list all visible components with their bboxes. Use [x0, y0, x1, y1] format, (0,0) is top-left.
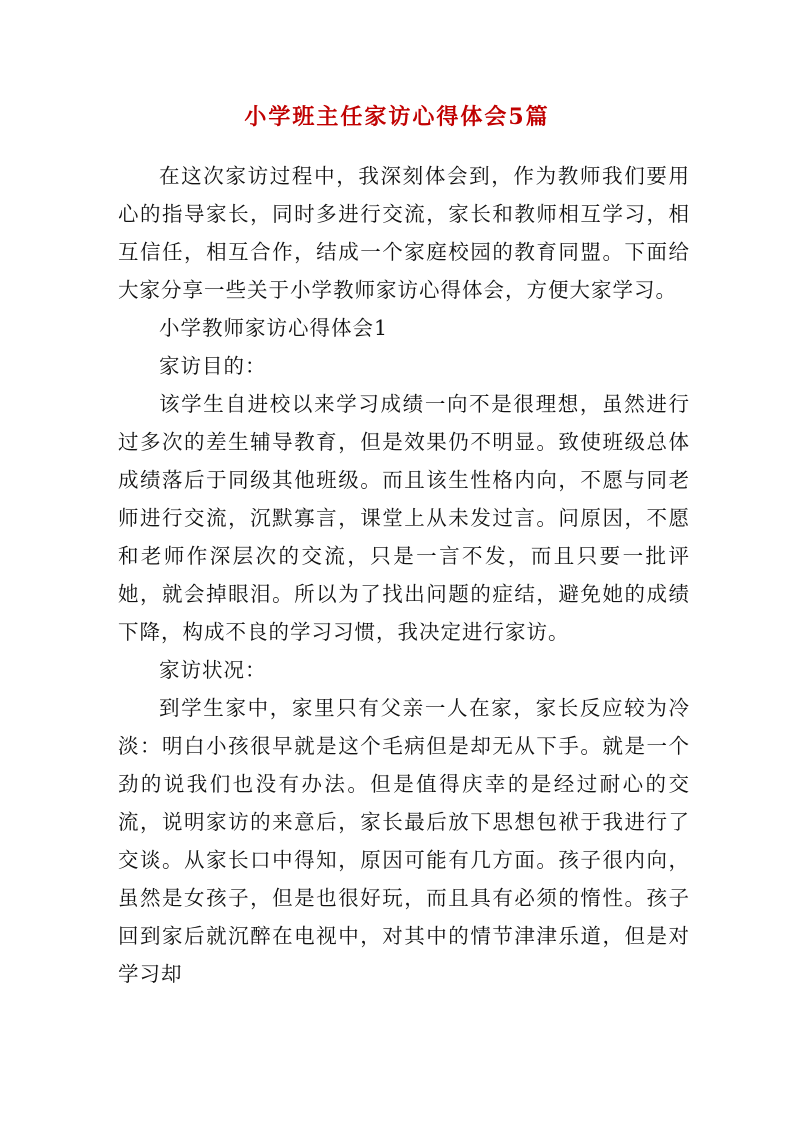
subheading-situation: 家访状况： — [159, 658, 267, 682]
subheading-purpose: 家访目的： — [159, 354, 267, 378]
purpose-paragraph: 该学生自进校以来学习成绩一向不是很理想，虽然进行过多次的差生辅导教育，但是效果仍不明显。致使班级总体成绩落后于同级其他班级。而且该生性格内向，不愿与同老师进行交流，沉默寡言，课堂上从未发过言。问原因，不愿和老师作深层次的交流，只是一言不发，而且只要一批评她，就会掉眼泪。所以为了找出问题的症结，避免她的成绩下降，构成不良的学习习惯，我决定进行家访。 — [118, 392, 690, 644]
situation-paragraph: 到学生家中，家里只有父亲一人在家，家长反应较为冷淡：明白小孩很早就是这个毛病但是却无从下手。就是一个劲的说我们也没有办法。但是值得庆幸的是经过耐心的交流，说明家访的来意后，家长最后放下思想包袱于我进行了交谈。从家长口中得知，原因可能有几方面。孩子很内向，虽然是女孩子，但是也很好玩，而且具有必须的惰性。孩子回到家后就沉醉在电视中，对其中的情节津津乐道，但是对学习却 — [118, 696, 690, 986]
section-heading-1: 小学教师家访心得体会1 — [159, 316, 389, 340]
intro-paragraph: 在这次家访过程中，我深刻体会到，作为教师我们要用心的指导家长，同时多进行交流，家长和教师相互学习，相互信任，相互合作，结成一个家庭校园的教育同盟。下面给大家分享一些关于小学教师家访心得体会，方便大家学习。 — [118, 164, 690, 302]
document-title: 小学班主任家访心得体会5篇 — [244, 104, 550, 130]
document-body — [118, 157, 690, 993]
